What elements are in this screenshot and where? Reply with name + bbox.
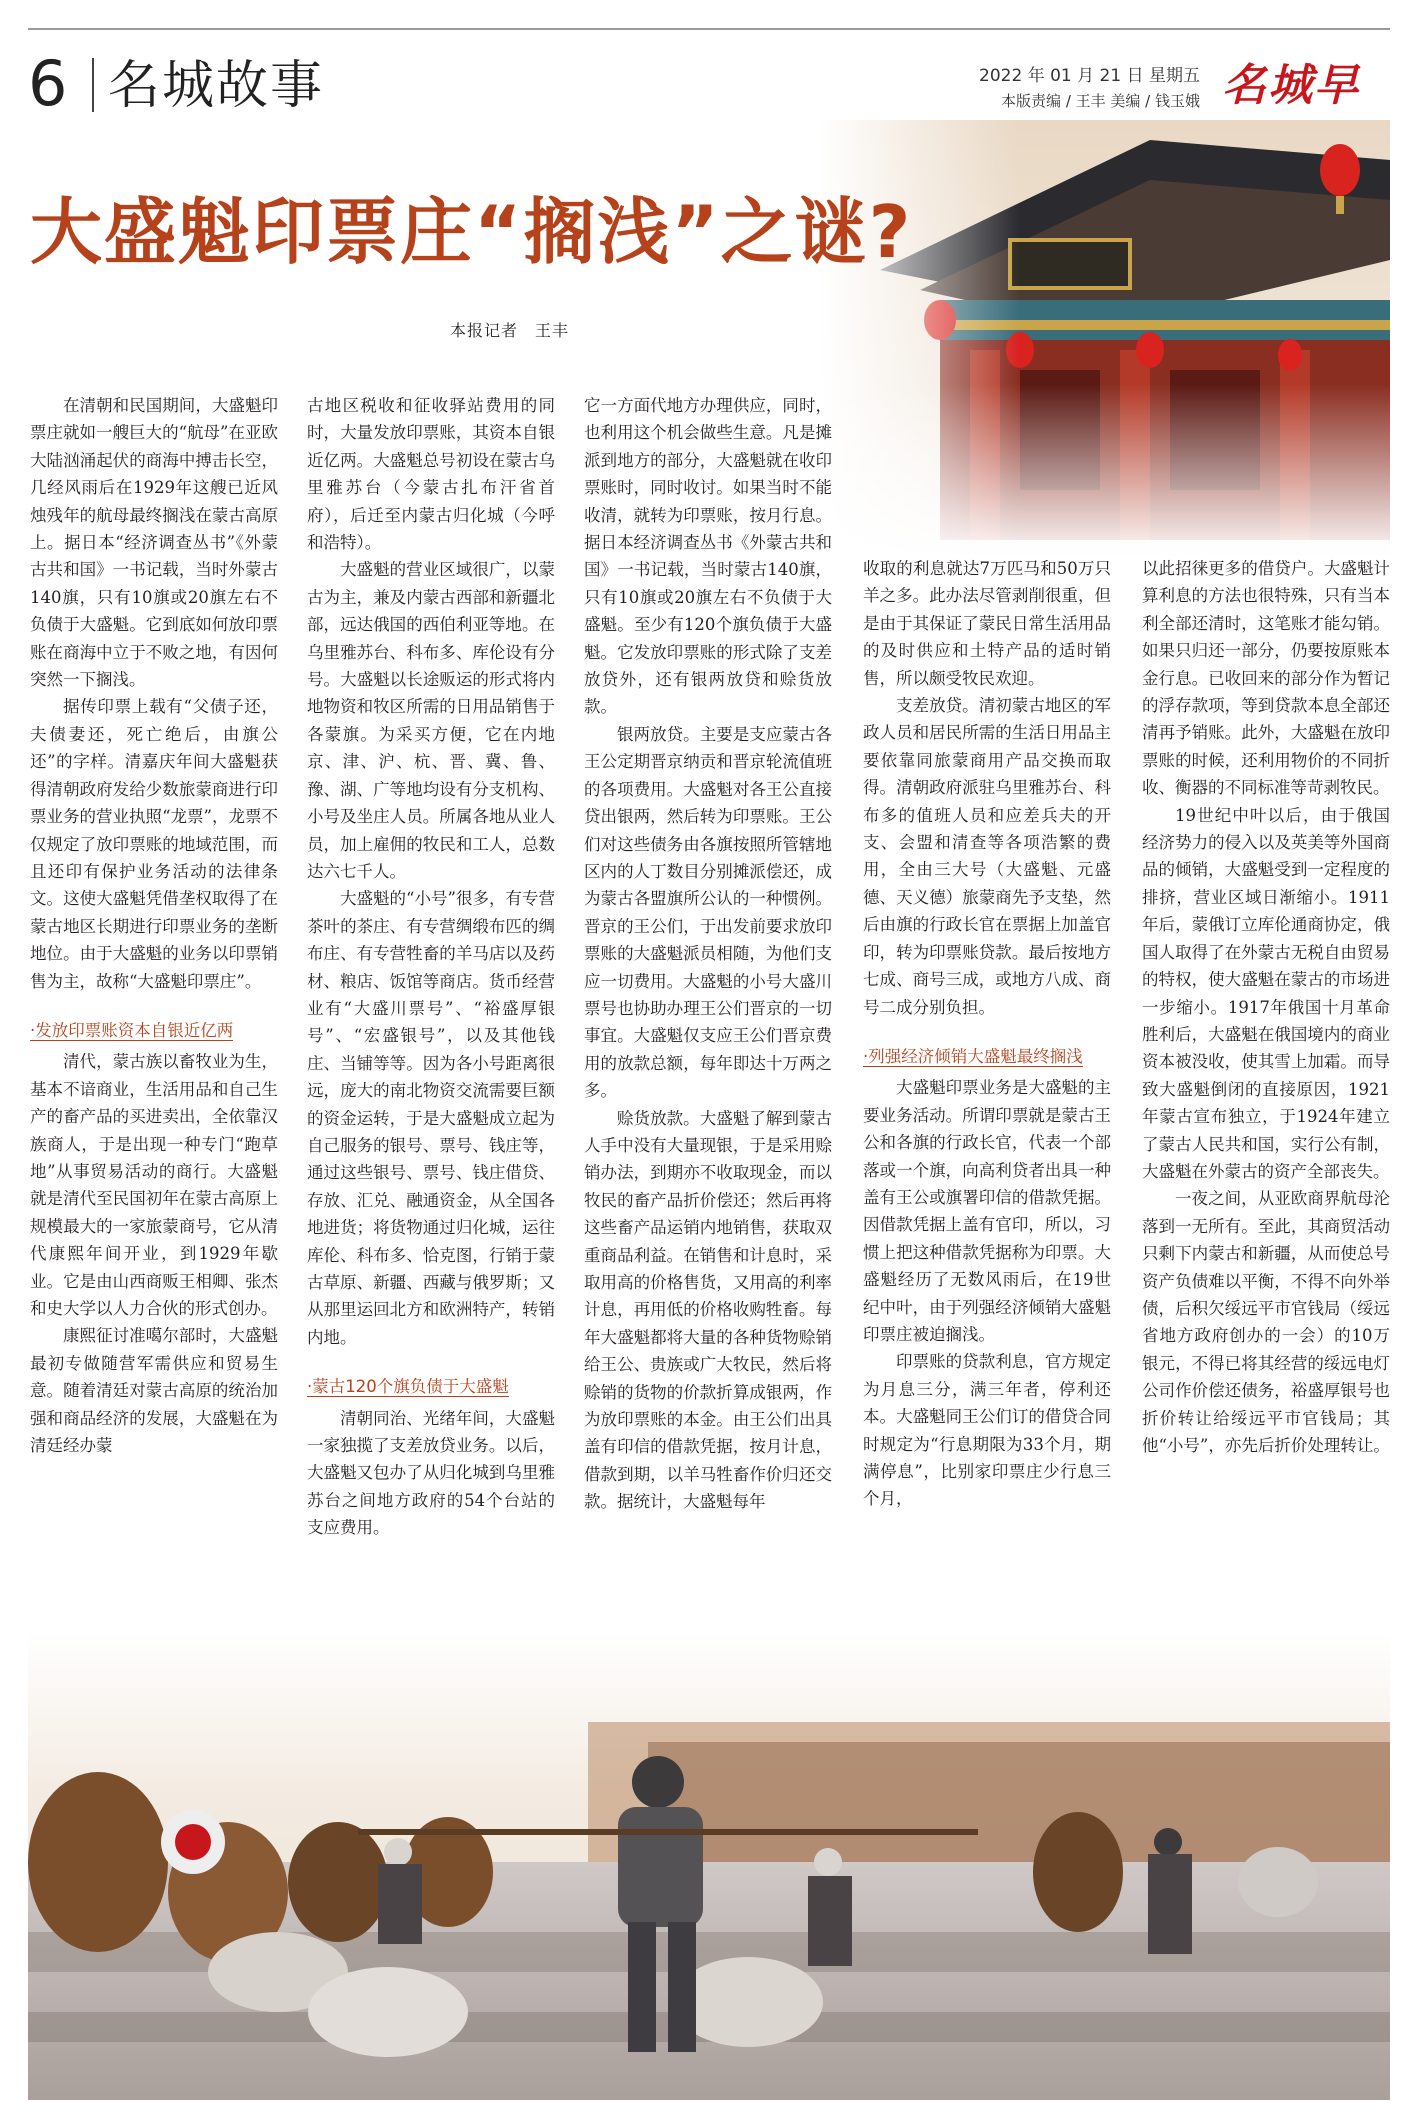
article-column-5 xyxy=(1142,555,1390,1459)
paragraph: 收取的利息就达7万匹马和50万只羊之多。此办法尽管剥削很重，但是由于其保证了蒙民日常生活用品的及时供应和土特产品的适时销售，所以颇受牧民欢迎。 xyxy=(863,559,1111,688)
subheading: ·列强经济倾销大盛魁最终搁浅 xyxy=(863,1046,1083,1066)
paragraph: 它一方面代地方办理供应，同时，也利用这个机会做些生意。凡是摊派到地方的部分，大盛魁就在收印票账时，同时收讨。如果当时不能收清，就转为印票账，按月行息。据日本经济调查丛书《外蒙古共和国》一书记载，当时蒙古140旗，只有10旗或20旗左右不负债于大盛魁。至少有120个旗负债于大盛魁。它发放印票账的形式除了支差放贷外，还有银两放贷和赊货放款。 xyxy=(584,396,832,717)
paragraph: 康熙征讨准噶尔部时，大盛魁最初专做随营军需供应和贸易生意。随着清廷对蒙古高原的统治加强和商品经济的发展，大盛魁在为清廷经办蒙 xyxy=(30,1326,278,1456)
article-column-2 xyxy=(307,392,555,1542)
paragraph: 大盛魁的营业区域很广，以蒙古为主，兼及内蒙古西部和新疆北部，远达俄国的西伯利亚等地。在乌里雅苏台、科布多、库伦设有分号。大盛魁以长途贩运的形式将内地物资和牧区所需的日用品销售于各蒙旗。为采买方便，它在内地京、津、沪、杭、晋、冀、鲁、豫、湖、广等地均设有分支机构、小号及坐庄人员。所属各地从业人员，加上雇佣的牧民和工人，总数达六七千人。 xyxy=(307,560,555,881)
paragraph: 据传印票上载有“父债子还，夫债妻还，死亡绝后，由旗公还”的字样。清嘉庆年间大盛魁获得清朝政府发给少数旅蒙商进行印票业务的营业执照“龙票”，龙票不仅规定了放印票账的地域范围，而且还印有保护业务活动的法律条文。这使大盛魁凭借垄权取得了在蒙古地区长期进行印票业务的垄断地位。由于大盛魁的业务以印票销售为主，故称“大盛魁印票庄”。 xyxy=(30,697,278,991)
byline: 本报记者 王丰 xyxy=(450,321,570,340)
paragraph: 19世纪中叶以后，由于俄国经济势力的侵入以及英美等外国商品的倾销，大盛魁受到一定程度的排挤，营业区域日渐缩小。1911年后，蒙俄订立库伦通商协定，俄国人取得了在外蒙古无税自由贸易的特权，使大盛魁在蒙古的市场进一步缩小。1917年俄国十月革命胜利后，大盛魁在俄国境内的商业资本被没收，使其雪上加霜。而导致大盛魁倒闭的直接原因，1921年蒙古宣布独立，于1924年建立了蒙古人民共和国，实行公有制，大盛魁在外蒙古的资产全部丧失。 xyxy=(1142,805,1390,1181)
article-column-3 xyxy=(584,392,832,1516)
issue-date: 2022 年 01 月 21 日 星期五 xyxy=(979,66,1200,86)
section-divider xyxy=(92,58,94,112)
top-rule xyxy=(28,28,1390,30)
paragraph: 以此招徕更多的借贷户。大盛魁计算利息的方法也很特殊，只有当本利全部还清时，这笔账才能勾销。如果只归还一部分，仍要按原账本金行息。已收回来的部分作为暂记的浮存款项，等到贷款本息全部还清再予销账。此外，大盛魁在放印票账的时候，还利用物价的不同折收、衡器的不同标准等苛剥牧民。 xyxy=(1142,559,1390,798)
paragraph: 支差放贷。清初蒙古地区的军政人员和居民所需的生活日用品主要依靠同旅蒙商用产品交换而取得。清朝政府派驻乌里雅苏台、科布多的值班人员和应差兵夫的开支、会盟和清查等各项浩繁的费用，全由三大号（大盛魁、元盛德、天义德）旅蒙商先予支垫，然后由旗的行政长官在票据上加盖官印，转为印票账贷款。最后按地方七成、商号三成，或地方八成、商号二成分别负担。 xyxy=(863,696,1111,1017)
subheading: ·蒙古120个旗负债于大盛魁 xyxy=(307,1377,509,1397)
paragraph: 古地区税收和征收驿站费用的同时，大量发放印票账，其资本自银近亿两。大盛魁总号初设在蒙古乌里雅苏台（今蒙古扎布汗省首府），后迁至内蒙古归化城（今呼和浩特）。 xyxy=(307,396,555,553)
headline: 大盛魁印票庄“搁浅”之谜? xyxy=(30,190,913,274)
section-title: 名城故事 xyxy=(108,56,325,116)
article-column-1 xyxy=(30,392,278,1459)
subheading: ·发放印票账资本自银近亿两 xyxy=(30,1020,234,1040)
page-number: 6 xyxy=(28,47,68,120)
paragraph: 清代，蒙古族以畜牧业为生，基本不谙商业，生活用品和自己生产的畜产品的买进卖出，全依靠汉族商人，于是出现一种专门“跑草地”从事贸易活动的商行。大盛魁就是清代至民国初年在蒙古高原上规模最大的一家旅蒙商号，它从清代康熙年间开业，到1929年歇业。它是由山西商贩王相卿、张杰和史大学以人力合伙的形式创办。 xyxy=(30,1052,278,1318)
paragraph: 一夜之间，从亚欧商界航母沦落到一无所有。至此，其商贸活动只剩下内蒙古和新疆，从而使总号资产负债难以平衡，不得不向外举债，后积欠绥远平市官钱局（绥远省地方政府创办的一会）的10万银元，不得已将其经营的绥远电灯公司作价偿还债务，裕盛厚银号也折价转让给绥远平市官钱局；其他“小号”，亦先后折价处理转让。 xyxy=(1142,1189,1390,1455)
paragraph: 大盛魁的“小号”很多，有专营茶叶的茶庄、有专营绸缎布匹的绸布庄、有专营牲畜的羊马店以及药材、粮店、饭馆等商店。货币经营业有“大盛川票号”、“裕盛厚银号”、“宏盛银号”，以及其他钱庄、当铺等等。因为各小号距离很远，庞大的南北物资交流需要巨额的资金运转，于是大盛魁成立起为自己服务的银号、票号、钱庄等，通过这些银号、票号、钱庄借贷、存放、汇兑、融通资金，从全国各地进货；将货物通过归化城，运往库伦、科布多、恰克图，行销于蒙古草原、新疆、西藏与俄罗斯；又从那里运回北方和欧洲特产，转销内地。 xyxy=(307,889,555,1347)
newspaper-logo: 名城早 xyxy=(1222,60,1360,111)
paragraph: 在清朝和民国期间，大盛魁印票庄就如一艘巨大的“航母”在亚欧大陆汹涌起伏的商海中搏击长空，几经风雨后在1929年这艘已近风烛残年的航母最终搁浅在蒙古高原上。据日本“经济调查丛书”《外蒙古共和国》一书记载，当时外蒙古140旗，只有10旗或20旗左右不负债于大盛魁。它到底如何放印票账在商海中立于不败之地，有因何突然一下搁浅。 xyxy=(30,396,278,690)
editors-credit: 本版责编 / 王丰 美编 / 钱玉娥 xyxy=(1001,92,1200,110)
paragraph: 印票账的贷款利息，官方规定为月息三分，满三年者，停利还本。大盛魁同王公们订的借贷合同时规定为“行息期限为33个月，期满停息”，比别家印票庄少行息三个月， xyxy=(863,1352,1111,1509)
paragraph: 赊货放款。大盛魁了解到蒙古人手中没有大量现银，于是采用赊销办法，到期亦不收取现金，而以牧民的畜产品折价偿还；然后再将这些畜产品运销内地销售，获取双重商品利益。在销售和计息时，采取用高的价格售货，又用高的利率计息，再用低的价格收购牲畜。每年大盛魁都将大量的各种货物赊销给王公、贵族或广大牧民，然后将赊销的货物的价款折算成银两，作为放印票账的本金。由王公们出具盖有印信的借款凭据，按月计息，借款到期，以羊马牲畜作价归还交款。据统计，大盛魁每年 xyxy=(584,1108,832,1512)
article-column-4 xyxy=(863,555,1111,1513)
paragraph: 大盛魁印票业务是大盛魁的主要业务活动。所谓印票就是蒙古王公和各旗的行政长官，代表一个部落或一个旗，向高利贷者出具一种盖有王公或旗署印信的借款凭据。因借款凭据上盖有官印，所以，习惯上把这种借款凭据称为印票。大盛魁经历了无数风雨后，在19世纪中叶，由于列强经济倾销大盛魁印票庄被迫搁浅。 xyxy=(863,1078,1111,1344)
paragraph: 银两放贷。主要是支应蒙古各王公定期晋京纳贡和晋京轮流值班的各项费用。大盛魁对各王公直接贷出银两，然后转为印票账。王公们对这些债务由各旗按照所管辖地区内的人丁数目分别摊派偿还，成为蒙古各盟旗所公认的一种惯例。晋京的王公们，于出发前要求放印票账的大盛魁派员相随，为他们支应一切费用。大盛魁的小号大盛川票号也协助办理王公们晋京的一切事宜。大盛魁仅支应王公们晋京费用的放款总额，每年即达十万两之多。 xyxy=(584,724,832,1101)
paragraph: 清朝同治、光绪年间，大盛魁一家独揽了支差放贷业务。以后，大盛魁又包办了从归化城到乌里雅苏台之间地方政府的54个台站的支应费用。 xyxy=(307,1408,555,1538)
caravan-photo xyxy=(28,1632,1390,2100)
